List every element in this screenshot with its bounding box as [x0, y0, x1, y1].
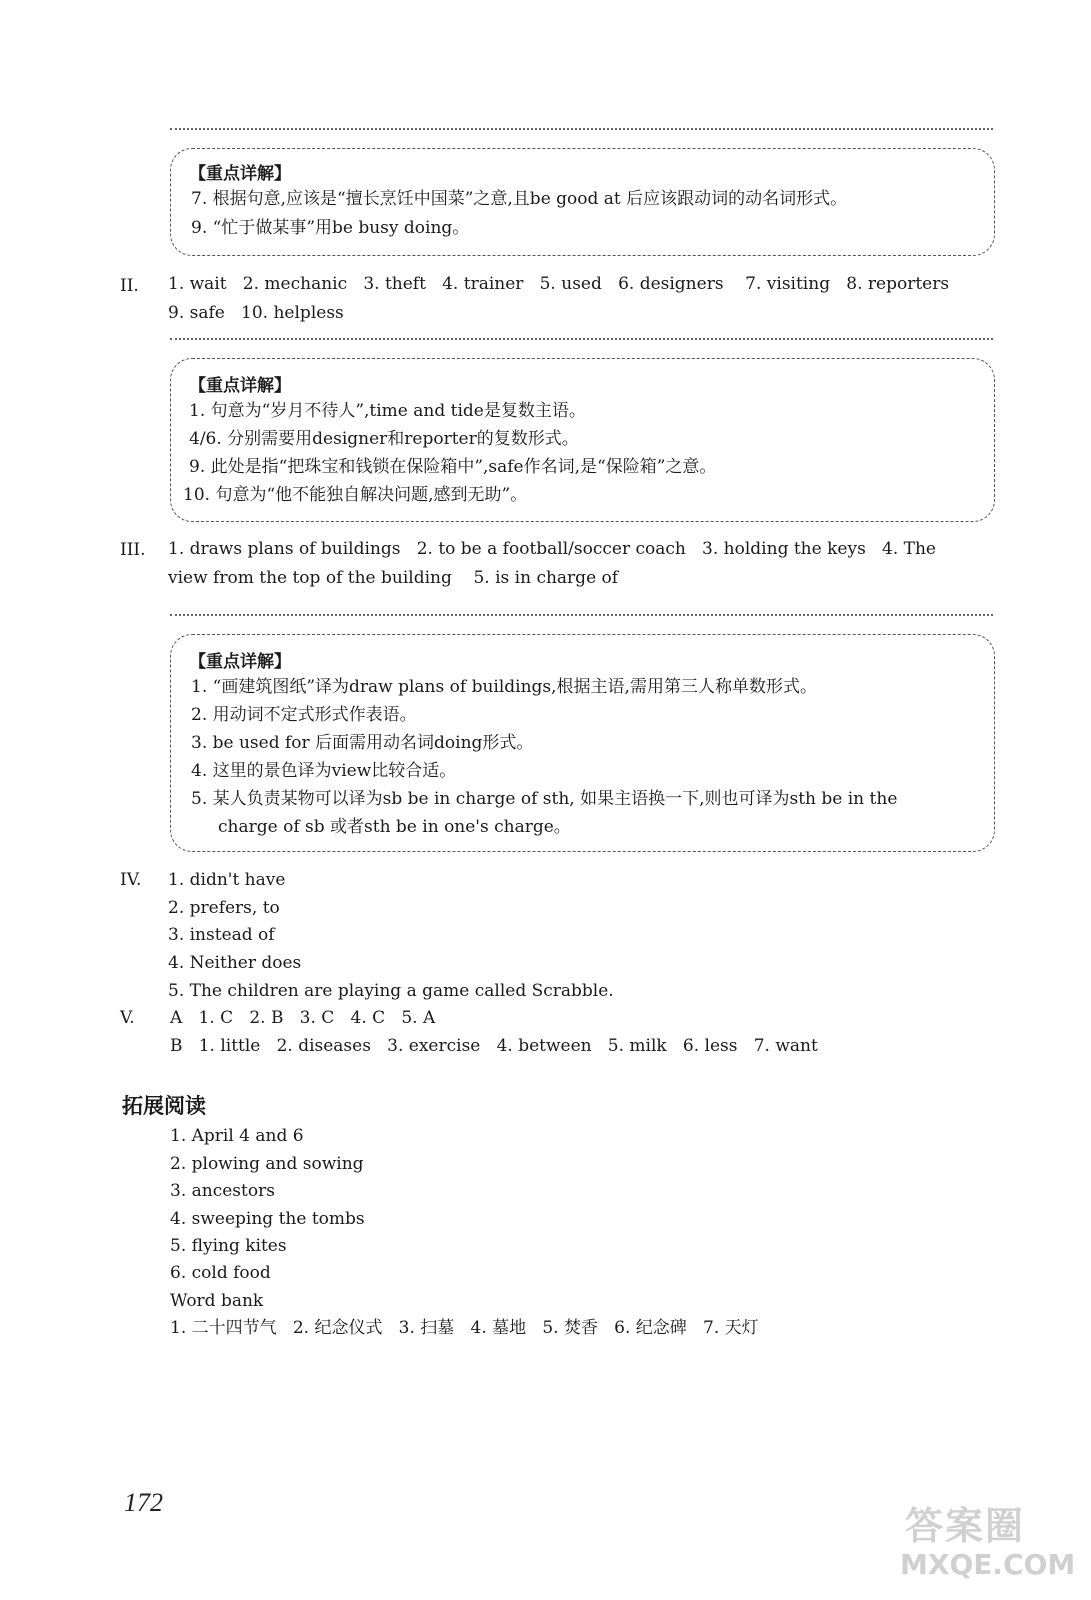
note-line: 1. “画建筑图纸”译为draw plans of buildings,根据主语,需用第三人称单数形式。 [191, 677, 817, 697]
divider-2 [170, 338, 993, 340]
page-number: 172 [124, 1488, 163, 1517]
section-ii-line-1: 1. wait 2. mechanic 3. theft 4. trainer 5. used 6. designers 7. visiting 8. reporters [168, 274, 950, 294]
note-box-3 [170, 634, 995, 852]
extended-item: 4. sweeping the tombs [170, 1209, 365, 1229]
section-iii-line-2: view from the top of the building 5. is in charge of [168, 568, 619, 588]
extended-item: 3. ancestors [170, 1181, 275, 1201]
note-box-1 [170, 148, 995, 256]
note-line: 3. be used for 后面需用动名词doing形式。 [191, 733, 534, 753]
note-line: 1. 句意为“岁月不待人”,time and tide是复数主语。 [189, 401, 586, 421]
answer-item: 1. didn't have [168, 870, 286, 890]
extended-item: 2. plowing and sowing [170, 1154, 364, 1174]
divider-1 [170, 128, 993, 130]
word-bank-line: 1. 二十四节气 2. 纪念仪式 3. 扫墓 4. 墓地 5. 焚香 6. 纪念碑 7. 天灯 [170, 1318, 759, 1338]
word-bank-label: Word bank [170, 1291, 264, 1311]
note-line: 4. 这里的景色译为view比较合适。 [191, 761, 457, 781]
note-line: 9. 此处是指“把珠宝和钱锁在保险箱中”,safe作名词,是“保险箱”之意。 [189, 457, 717, 477]
watermark-url: MXQE.COM [900, 1548, 1076, 1581]
note-line: 10. 句意为“他不能独自解决问题,感到无助”。 [183, 485, 528, 505]
note-line: 4/6. 分别需要用designer和reporter的复数形式。 [189, 429, 579, 449]
watermark-logo: 答案圈 [905, 1504, 1026, 1548]
extended-item: 1. April 4 and 6 [170, 1126, 304, 1146]
section-label-iv: IV. [120, 870, 142, 890]
extended-reading-heading: 拓展阅读 [122, 1094, 206, 1118]
note-line: charge of sb 或者sth be in one's charge。 [218, 817, 571, 837]
section-v-line-a: A 1. C 2. B 3. C 4. C 5. A [170, 1008, 436, 1028]
section-ii-line-2: 9. safe 10. helpless [168, 303, 344, 323]
divider-3 [170, 614, 993, 616]
section-v-line-b: B 1. little 2. diseases 3. exercise 4. between 5. milk 6. less 7. want [170, 1036, 818, 1056]
note-title: 【重点详解】 [189, 164, 291, 184]
extended-item: 5. flying kites [170, 1236, 287, 1256]
answer-item: 2. prefers, to [168, 898, 280, 918]
answer-item: 4. Neither does [168, 953, 302, 973]
note-line: 9. “忙于做某事”用be busy doing。 [191, 218, 470, 238]
note-title: 【重点详解】 [189, 652, 291, 672]
answer-item: 5. The children are playing a game called Scrabble. [168, 981, 614, 1001]
section-label-v: V. [120, 1008, 135, 1028]
section-iii-line-1: 1. draws plans of buildings 2. to be a football/soccer coach 3. holding the keys 4. The [168, 539, 936, 559]
note-title: 【重点详解】 [189, 376, 291, 396]
section-label-iii: III. [120, 540, 146, 560]
answer-item: 3. instead of [168, 925, 275, 945]
section-label-ii: II. [120, 276, 139, 296]
note-box-2 [170, 358, 995, 522]
note-line: 5. 某人负责某物可以译为sb be in charge of sth, 如果主语换一下,则也可译为sth be in the [191, 789, 898, 809]
extended-item: 6. cold food [170, 1263, 271, 1283]
note-line: 2. 用动词不定式形式作表语。 [191, 705, 417, 725]
note-line: 7. 根据句意,应该是“擅长烹饪中国菜”之意,且be good at 后应该跟动词的动名词形式。 [191, 189, 848, 209]
